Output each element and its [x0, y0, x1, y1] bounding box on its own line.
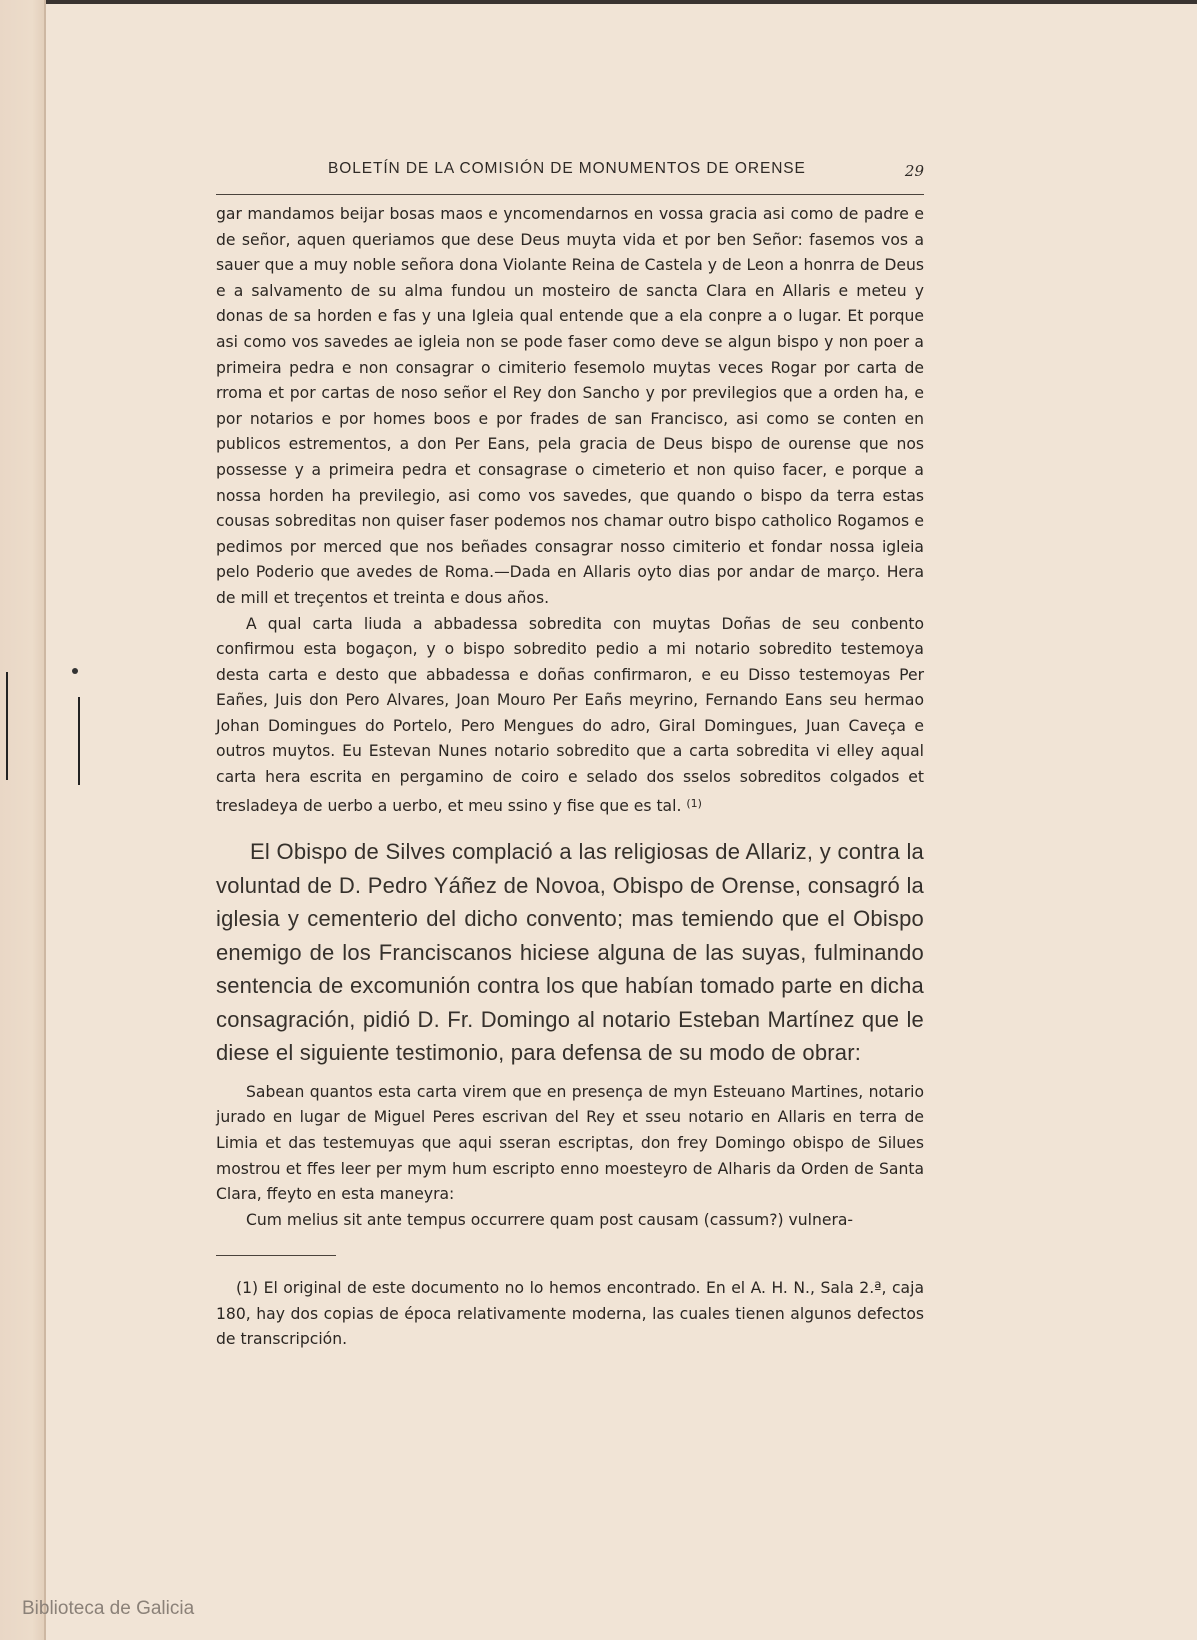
- binding-mark-right: [78, 697, 80, 785]
- footnote: (1) El original de este documento no lo hemos encontrado. En el A. H. N., Sala 2.ª, caja 180, hay dos copias de época relativamente moderna, las cuales tienen algunos defectos de transcripción.: [216, 1279, 924, 1349]
- page-body: [216, 202, 924, 1353]
- binding-tick: [72, 668, 78, 674]
- document-paragraph-3: Sabean quantos esta carta virem que en presença de myn Esteuano Martines, notario jurado en lugar de Miguel Peres escrivan del Rey et sseu notario en Allaris en terra de Limia et das testemuyas que aqui sseran escriptas, don frey Domingo obispo de Silues mostrou et ffes leer per mym hum escripto enno moesteyro de Alharis da Orden de Santa Clara, ffeyto en esta maneyra:: [216, 1082, 924, 1204]
- footnote-reference: (1): [686, 796, 702, 810]
- document-paragraph-2-text: A qual carta liuda a abbadessa sobredita con muytas Doñas de seu conbento confirmou esta bogaçon, y o bispo sobredito pedio a mi notario sobredito testemoya desta carta e desto que abbadessa e doñas confirmaron, e eu Disso testemoyas Per Eañes, Juis don Pero Alvares, Joan Mouro Per Eañs meyrino, Fernando Eans seu hermao Johan Domingues do Portelo, Pero Mengues do adro, Giral Domingues, Juan Caveça e outros muytos. Eu Estevan Nunes notario sobredito que a carta sobredita vi elley aqual carta hera escrita en pergamino de coiro e selado dos sselos sobreditos colgados et tresladeya de uerbo a uerbo, et meu ssino y fise que es tal.: [216, 614, 924, 815]
- header-title: BOLETÍN DE LA COMISIÓN DE MONUMENTOS DE ORENSE: [328, 160, 806, 177]
- prose-paragraph: El Obispo de Silves complació a las religiosas de Allariz, y contra la voluntad de D. Pedro Yáñez de Novoa, Obispo de Orense, consagró la iglesia y cementerio del dicho convento; mas temiendo que el Obispo enemigo de los Franciscanos hiciese alguna de las suyas, fulminando sentencia de excomunión contra los que habían tomado parte en dicha consagración, pidió D. Fr. Domingo al notario Esteban Martínez que le diese el siguiente testimonio, para defensa de su modo de obrar:: [216, 839, 924, 1066]
- binding-mark-left: [6, 672, 8, 780]
- transcribed-document-2: [216, 1080, 924, 1234]
- document-paragraph-1: gar mandamos beijar bosas maos e yncomendarnos en vossa gracia asi como de padre e de señor, aquen queriamos que dese Deus muyta vida et por ben Señor: fasemos vos a sauer que a muy noble señora dona Violante Reina de Castela y de Leon a honrra de Deus e a salvamento de su alma fundou un mosteiro de sancta Clara en Allaris e meteu y donas de sa horden e fas y una Igleia qual entende que a ela conpre a o lugar. Et porque asi como vos savedes ae igleia non se pode faser como deve se algun bispo y non poer a primeira pedra e non consagrar o cimiterio fesemolo muytas veces Rogar por carta de rroma et por cartas de noso señor el Rey don Sancho y por previlegios que a orden ha, e por notarios e por homes boos e por frades de san Francisco, asi como se conten en publicos estrementos, a don Per Eans, pela gracia de Deus bispo de ourense que nos possesse y a primeira pedra et consagrase o cimeterio et non quiso facer, e porque a nossa horden ha previlegio, asi como vos savedes, que quando o bispo da terra estas cousas sobreditas non quiser faser podemos nos chamar outro bispo catholico Rogamos e pedimos por merced que nos beñades consagrar nosso cimiterio et fondar nossa igleia pelo Poderio que avedes de Roma.—Dada en Allaris oyto dias por andar de março. Hera de mill et treçentos et treinta e dous años.: [216, 205, 924, 607]
- document-paragraph-2: [216, 612, 924, 820]
- footnote-rule: [216, 1255, 336, 1256]
- document-paragraph-4: Cum melius sit ante tempus occurrere quam post causam (cassum?) vulnera-: [246, 1210, 854, 1229]
- page-number: 29: [904, 162, 924, 180]
- left-margin-band: [0, 0, 46, 1640]
- library-watermark: Biblioteca de Galicia: [22, 1598, 195, 1619]
- header-rule: [216, 194, 924, 195]
- transcribed-document: [216, 202, 924, 819]
